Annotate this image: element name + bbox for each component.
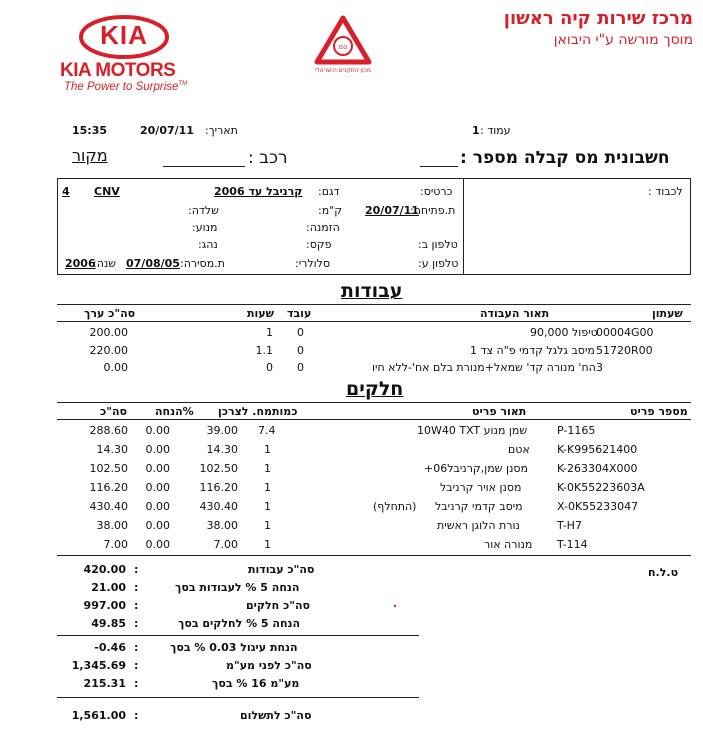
part-total: 430.40 — [89, 500, 128, 513]
labor-header-line-bottom — [57, 321, 691, 322]
to-label: לכבוד : — [648, 185, 683, 198]
summary-colon: : — [134, 563, 139, 576]
parts-header-discount: %הנחה — [155, 405, 194, 418]
labor-hours: 1 — [266, 326, 273, 339]
labor-total: 200.00 — [89, 326, 128, 339]
summary-colon: : — [134, 677, 139, 690]
date-label: תאריך: — [205, 124, 238, 137]
summary-colon: : — [134, 709, 139, 722]
labor-code: 3 — [596, 361, 603, 374]
labor-header-worker: עובד — [287, 307, 312, 320]
year-value: 2006 — [65, 257, 96, 270]
summary-value: 215.31 — [83, 677, 126, 690]
car-label: רכב : — [248, 148, 288, 168]
page-value: 1 — [472, 124, 480, 137]
delivery-label: ת.מסירה: — [180, 257, 225, 270]
tagline-text: The Power to Surprise — [64, 81, 179, 93]
labor-header-desc: תאור העבודה — [480, 307, 550, 320]
part-total: 288.60 — [89, 424, 128, 437]
date-value: 20/07/11 — [140, 124, 194, 137]
car-blank-line — [163, 166, 245, 167]
summary-value: 1,345.69 — [71, 659, 126, 672]
tagline-tm: TM — [178, 81, 188, 88]
parts-header-part-no: מספר פריט — [630, 405, 688, 418]
time-value: 15:35 — [72, 124, 108, 137]
summary-value: 420.00 — [83, 563, 126, 576]
part-qty: 1 — [264, 443, 271, 456]
parts-header-desc: תאור פריט — [472, 405, 527, 418]
part-number: T-H7 — [557, 519, 582, 532]
service-center-subtitle: מוסך מורשה ע"י היבואן — [553, 32, 693, 48]
summary-value: -0.46 — [94, 641, 126, 654]
phone-a-label: טלפון ע: — [418, 257, 459, 270]
open-date-label: ת.פתיחה: — [410, 204, 456, 217]
labor-hours: 0 — [266, 361, 273, 374]
part-qty: 1 — [264, 538, 271, 551]
svg-text:ISO: ISO — [338, 45, 348, 51]
part-desc: מיסב קדמי קרניבל — [435, 500, 523, 513]
parts-header-total: סה"כ — [100, 405, 127, 418]
part-desc: נורת הלוגן ראשית — [437, 519, 520, 532]
fax-label: פקס: — [306, 238, 332, 251]
summary-colon: : — [134, 599, 139, 612]
labor-header-hours: שעות — [247, 307, 274, 320]
summary-label: מע"מ 16 % בסך — [212, 677, 300, 690]
phone-b-label: טלפון ב: — [418, 238, 458, 251]
labor-desc: טיפול 90,000 — [530, 326, 598, 339]
standards-triangle-icon — [312, 14, 374, 70]
part-price: 7.00 — [213, 538, 238, 551]
labor-worker: 0 — [297, 326, 304, 339]
summary-label: סה"כ לפני מע"מ — [226, 659, 312, 672]
source-label: מקור — [72, 146, 108, 165]
labor-worker: 0 — [297, 344, 304, 357]
part-total: 116.20 — [89, 481, 128, 494]
code-num: 4 — [62, 185, 70, 198]
part-price: 14.30 — [206, 443, 238, 456]
service-center-title: מרכז שירות קיה ראשון — [503, 8, 693, 29]
labor-code: 00004G00 — [596, 326, 654, 339]
part-desc: מסנן אויר קרניבל — [440, 481, 522, 494]
summary-label: סה"כ עבודות — [248, 563, 315, 576]
labor-header-total: סה"כ ערך — [84, 307, 136, 320]
part-discount: 0.00 — [145, 538, 170, 551]
parts-header-qty: כמות — [272, 405, 298, 418]
parts-header-line-top — [57, 402, 691, 403]
summary-value: 997.00 — [83, 599, 126, 612]
part-desc: מנורה אור — [484, 538, 533, 551]
labor-header-code: שעתון — [652, 307, 683, 320]
summary-label: הנחה 5 % לעבודות בסך — [175, 581, 300, 594]
part-qty: 7.4 — [258, 424, 276, 437]
part-number: K-K995621400 — [557, 443, 638, 456]
part-total: 38.00 — [96, 519, 128, 532]
part-discount: 0.00 — [145, 424, 170, 437]
part-qty: 1 — [264, 481, 271, 494]
driver-label: נהג: — [198, 238, 218, 251]
summary-colon: : — [134, 641, 139, 654]
part-total: 14.30 — [96, 443, 128, 456]
part-qty: 1 — [264, 519, 271, 532]
part-price: 38.00 — [206, 519, 238, 532]
part-price: 430.40 — [199, 500, 238, 513]
chassis-label: שלדה: — [188, 204, 219, 217]
labor-desc: מיסב גלגל קדמי פ"ה צד 1 — [470, 344, 595, 357]
labor-section-title: עבודות — [341, 280, 403, 302]
model-label: דגם: — [318, 185, 340, 198]
brand-name: KIA MOTORS — [60, 60, 176, 81]
labor-code: 51720R00 — [596, 344, 653, 357]
parts-header-line-bottom — [57, 419, 691, 420]
summary-label: הנחת עיגול 0.03 % בסך — [170, 641, 298, 654]
open-date-value: 20/07/11 — [365, 204, 419, 217]
invoice-title: חשבונית מס קבלה מספר : — [460, 148, 670, 168]
labor-total: 0.00 — [103, 361, 128, 374]
summary-value: 21.00 — [91, 581, 126, 594]
summary-line-top — [57, 555, 691, 556]
summary-divider-1 — [57, 635, 419, 636]
part-qty: 1 — [264, 462, 271, 475]
labor-worker: 0 — [297, 361, 304, 374]
labor-total: 220.00 — [89, 344, 128, 357]
part-qty: 1 — [264, 500, 271, 513]
summary-label: הנחה 5 % לחלקים בסך — [178, 617, 301, 630]
kia-logo-text: KIA — [100, 20, 148, 50]
summary-value: 49.85 — [91, 617, 126, 630]
parts-section-title: חלקים — [346, 378, 404, 400]
summary-label: סה"כ חלקים — [246, 599, 311, 612]
tlh-label: ט.ל.ח — [648, 566, 679, 579]
part-desc: שמן מנוע 10W40 TXT — [417, 424, 528, 437]
part-number: T-114 — [557, 538, 588, 551]
part-number: K-263304X000 — [557, 462, 638, 475]
brand-tagline — [64, 81, 187, 93]
part-number: X-0K55233047 — [557, 500, 639, 513]
parts-header-price: מח. לצרכן — [218, 405, 272, 418]
part-discount: 0.00 — [145, 500, 170, 513]
engine-label: מנוע: — [192, 221, 218, 234]
model-value: קרניבל עד 2006 — [214, 185, 303, 198]
year-label: שנה: — [93, 257, 117, 270]
part-total: 7.00 — [103, 538, 128, 551]
delivery-value: 07/08/05 — [126, 257, 180, 270]
summary-colon: : — [134, 617, 139, 630]
card-label: כרטיס: — [420, 185, 453, 198]
page-label: עמוד : — [480, 124, 511, 137]
labor-header-line-top — [57, 304, 691, 305]
order-label: הזמנה: — [306, 221, 340, 234]
labor-hours: 1.1 — [255, 344, 273, 357]
cellular-label: סלולרי: — [295, 257, 331, 270]
km-label: ק"מ: — [318, 204, 343, 217]
info-box-divider — [463, 178, 464, 275]
part-discount: 0.00 — [145, 481, 170, 494]
part-price: 116.20 — [199, 481, 238, 494]
labor-desc: הח' מנורה קד' שמאל+מנורת בלם אח'-ללא חיו — [372, 361, 596, 374]
part-discount: 0.00 — [145, 443, 170, 456]
part-price: 102.50 — [199, 462, 238, 475]
part-desc: מסנן שמן,קרניבל06+ — [424, 462, 528, 475]
summary-label: סה"כ לתשלום — [240, 709, 312, 722]
part-price: 39.00 — [206, 424, 238, 437]
part-number: K-0K55223603A — [557, 481, 645, 494]
part-desc: אטם — [508, 443, 530, 456]
summary-colon: : — [134, 581, 139, 594]
summary-divider-2 — [57, 697, 419, 698]
part-number: P-1165 — [557, 424, 596, 437]
part-note: (התחלף) — [373, 500, 417, 513]
part-discount: 0.00 — [145, 519, 170, 532]
part-total: 102.50 — [89, 462, 128, 475]
part-discount: 0.00 — [145, 462, 170, 475]
code-value: CNV — [94, 185, 120, 198]
summary-colon: : — [134, 659, 139, 672]
institute-caption: מכון התקנים הישראלי — [315, 67, 371, 74]
stray-mark — [394, 605, 396, 607]
summary-value: 1,561.00 — [71, 709, 126, 722]
invoice-number-line — [420, 166, 458, 167]
